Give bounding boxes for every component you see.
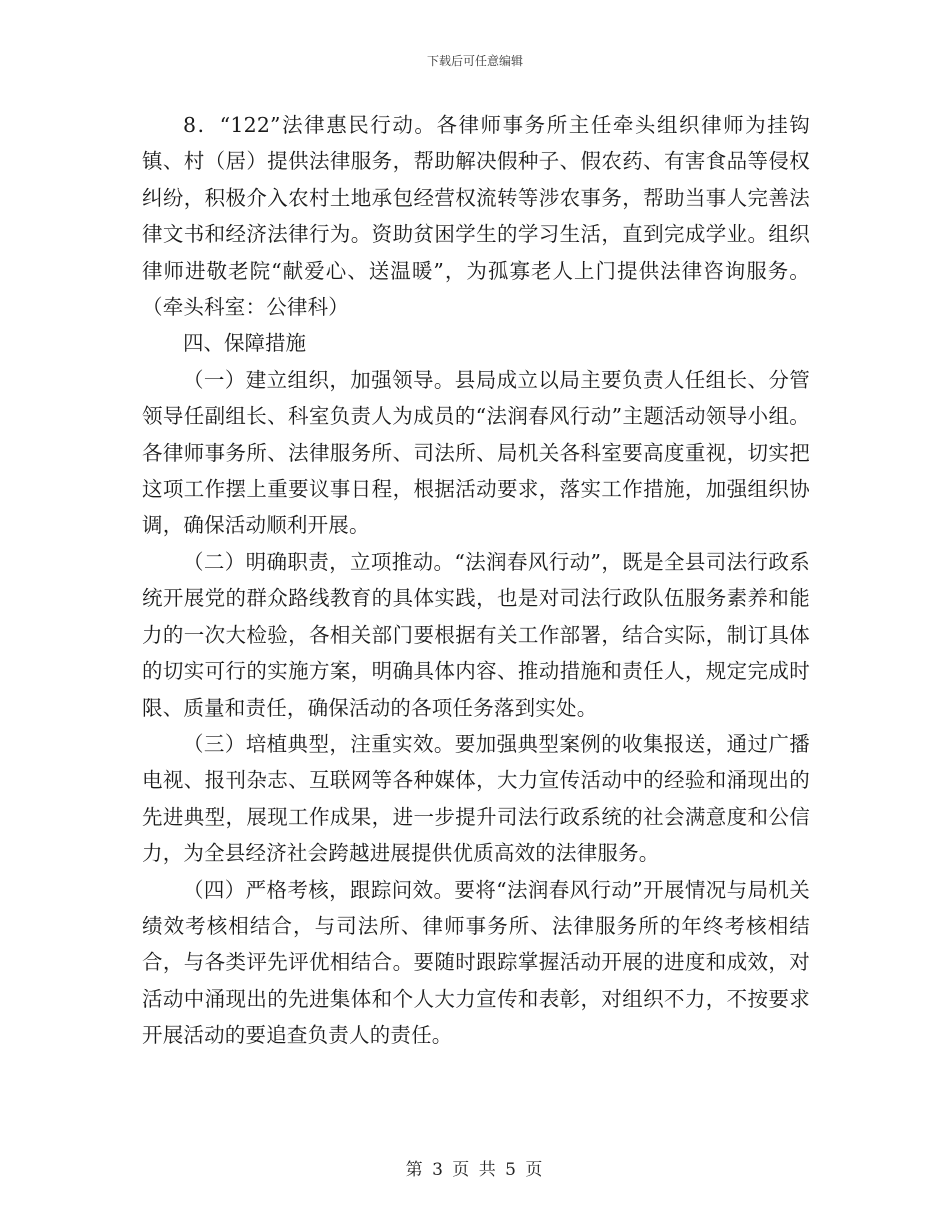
paragraph-legal-benefit-action: 8．“122”法律惠民行动。各律师事务所主任牵头组织律师为挂钩镇、村（居）提供法律服务，帮助解决假种子、假农药、有害食品等侵权纠纷，积极介入农村土地承包经营权流转等涉农事务，帮助当事人完善法律文书和经济法律行为。资助贫困学生的学习生活，直到完成学业。组织律师进敬老院“献爱心、送温暖”，为孤寡老人上门提供法律咨询服务。（牵头科室：公律科） [142,113,810,320]
paragraph-assessment: （四）严格考核，跟踪问效。要将“法润春风行动”开展情况与局机关绩效考核相结合，与司法所、律师事务所、法律服务所的年终考核相结合，与各类评先评优相结合。要随时跟踪掌握活动开展的进度和成效，对活动中涌现出的先进集体和个人大力宣传和表彰，对组织不力，不按要求开展活动的要追查负责人的责任。 [142,877,810,1048]
paragraph-responsibilities: （二）明确职责，立项推动。“法润春风行动”，既是全县司法行政系统开展党的群众路线教育的具体实践，也是对司法行政队伍服务素养和能力的一次大检验，各相关部门要根据有关工作部署，结合实际，制订具体的切实可行的实施方案，明确具体内容、推动措施和责任人，规定完成时限、质量和责任，确保活动的各项任务落到实处。 [142,549,810,720]
document-body [142,107,810,1054]
section-heading-safeguards: 四、保障措施 [183,331,306,356]
paragraph-typical-cases: （三）培植典型，注重实效。要加强典型案例的收集报送，通过广播电视、报刊杂志、互联网等各种媒体，大力宣传活动中的经验和涌现出的先进典型，展现工作成果，进一步提升司法行政系统的社会满意度和公信力，为全县经济社会跨越进展提供优质高效的法律服务。 [142,731,810,866]
paragraph-organization: （一）建立组织，加强领导。县局成立以局主要负责人任组长、分管领导任副组长、科室负责人为成员的“法润春风行动”主题活动领导小组。各律师事务所、法律服务所、司法所、局机关各科室要高度重视，切实把这项工作摆上重要议事日程，根据活动要求，落实工作措施，加强组织协调，确保活动顺利开展。 [142,367,810,538]
page-header-note: 下载后可任意编辑 [426,54,523,68]
page-number: 第 3 页 共 5 页 [405,1160,545,1180]
